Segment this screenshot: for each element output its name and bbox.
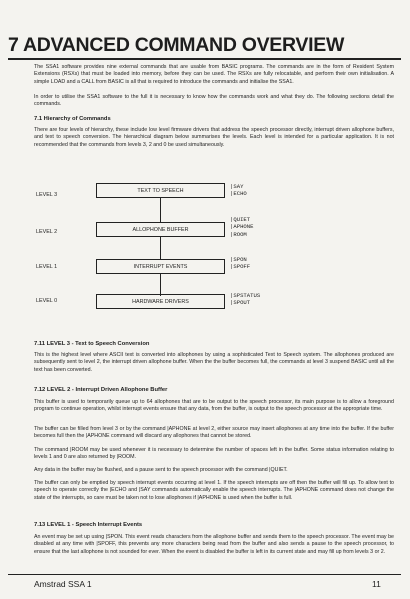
command-name: |SPON [230,256,247,263]
connector-line [160,273,161,296]
intro-paragraph-1: The SSA1 software provides nine external commands that are usable from BASIC programs. The commands are in the form of Resident System Extensions (RSXs) that must be loaded into memory, before they can be used. The RSXs are fully relocatable, and perform their own initialisation. A simple LOAD and a CALL from BASIC is all that is required to introduce the commands and initialise the SSA1. [34,64,394,85]
section-7-12-para-1: This buffer is used to temporarily queue up to 64 allophones that are to be output to the speech processor, its main purpose is to allow a foreground program to continue operation, whilst interrupt events ensure that any data, from the buffer, is output to the speech processor at the appropriate time. [34,399,394,413]
command-name: |APHONE [230,223,254,231]
command-name: |SAY [230,183,244,190]
page-title: 7 ADVANCED COMMAND OVERVIEW [8,34,345,56]
command-name: |ECHO [230,190,247,198]
section-7-1-heading: 7.1 Hierarchy of Commands [34,116,111,122]
section-7-13-text: An event may be set up using |SPON. This event reads characters from the allophone buffer and sends them to the speech processor. The event may be disabled at any time with |SPOFF, this prevents any more characters being read from the buffer and also sends a pause to the speech processor, to ensure that the last allophone is not sounded for ever. When the event is disabled the buffer is left in its current state and may fill up from levels 3 or 2. [34,534,394,555]
section-7-1-text: There are four levels of hierarchy, these include low level firmware drivers that address the speech processor directly, interrupt driven allophone buffers, and text to speech conversion. The hierarchical diagram below summarises the levels. Each level is intended for a particular application. It is not recommended that the commands from levels 3, 2 and 0 be used simultaneously. [34,127,394,148]
command-name: |QUIET [230,216,251,223]
command-name: |SPSTATUS [230,292,261,299]
level-label: LEVEL 1 [36,264,58,270]
level-label: LEVEL 3 [36,192,58,198]
intro-paragraph-2: In order to utilise the SSA1 software to the full it is necessary to know how the commands work and what they do. The following sections detail the commands. [34,94,394,108]
footer-rule [8,574,401,575]
level-commands [230,216,254,238]
title-rule [8,58,401,60]
footer-title: Amstrad SSA 1 [34,579,92,589]
level-box: ALLOPHONE BUFFER [96,222,225,237]
level-box: TEXT TO SPEECH [96,183,225,198]
connector-line [160,236,161,260]
section-7-12-para-3: The command |ROOM may be used whenever it is necessary to determine the number of spaces left in the buffer. Some status information relating to levels 1 and 0 are also returned by |ROOM. [34,447,394,461]
section-7-13-heading: 7.13 LEVEL 1 - Speech Interrupt Events [34,522,143,528]
connector-line [160,197,161,223]
section-7-12-heading: 7.12 LEVEL 2 - Interrupt Driven Allophone Buffer [34,387,168,393]
page-number: 11 [372,579,381,589]
level-label: LEVEL 0 [36,298,58,304]
level-box: HARDWARE DRIVERS [96,294,225,309]
section-7-11-text: This is the highest level where ASCII text is converted into allophones by using a sophisticated Text to Speech system. The allophones produced are subsequently sent to level 2, the interrupt driven allophone buffer. When the the buffer becomes full, the commands at level 3 suspend BASIC until all the text has been converted. [34,352,394,373]
level-box: INTERRUPT EVENTS [96,259,225,274]
level-commands [230,183,247,198]
section-7-11-heading: 7.11 LEVEL 3 - Text to Speech Conversion [34,341,150,347]
section-7-12-para-5: The buffer can only be emptied by speech interrupt events occurring at level 1. If the speech interrupts are off then the buffer will fill up. To allow text to speech to operate correctly the |ECHO and |SAY commands automatically enable the speech interrupts. The |APHONE command does not change the state of the interrupts, so care must be taken not to lose allophones if |APHONE is used when the buffer is full. [34,480,394,501]
command-name: |SPOFF [230,263,251,271]
section-7-12-para-4: Any data in the buffer may be flushed, and a pause sent to the speech processor with the command |QUIET. [34,467,288,473]
command-name: |SPOUT [230,299,251,307]
level-commands [230,256,250,271]
section-7-12-para-2: The buffer can be filled from level 3 or by the command |APHONE at level 2, either source may insert allophones at any time into the buffer. If the buffer becomes full then the |APHONE command will discard any allophones that cannot be stored. [34,426,394,440]
command-name: |ROOM [230,230,247,238]
level-commands [230,292,260,307]
level-label: LEVEL 2 [36,229,58,235]
